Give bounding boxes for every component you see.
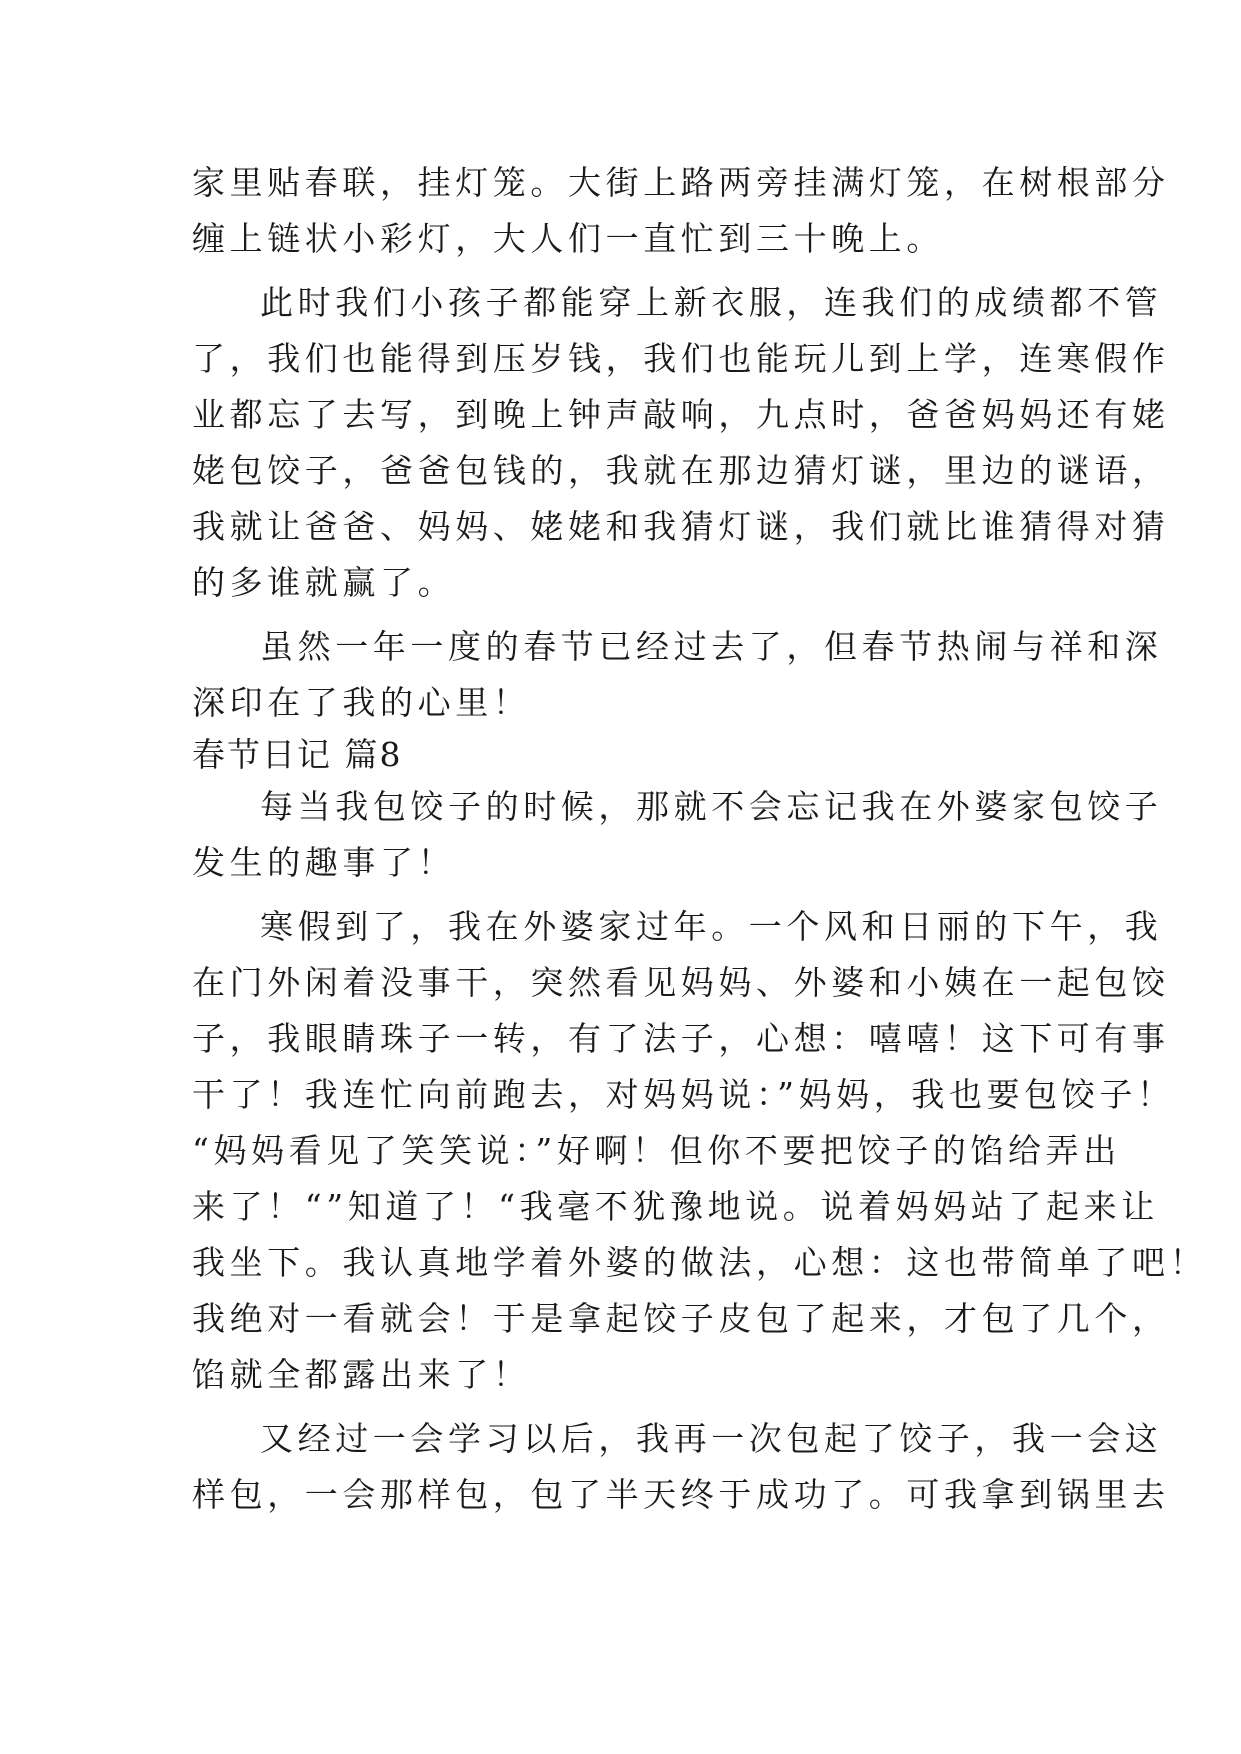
text-line: 姥包饺子，爸爸包钱的，我就在那边猜灯谜，里边的谜语， [192,451,1170,490]
paragraph-start-line: 又经过一会学习以后，我再一次包起了饺子，我一会这 [260,1419,1163,1458]
text-line: 样包，一会那样包，包了半天终于成功了。可我拿到锅里去 [192,1475,1170,1514]
paragraph-start-line: 虽然一年一度的春节已经过去了，但春节热闹与祥和深 [260,627,1163,666]
text-line: 我坐下。我认真地学着外婆的做法，心想：这也带简单了吧！ [192,1243,1208,1282]
text-line: 缠上链状小彩灯，大人们一直忙到三十晚上。 [192,219,944,258]
text-line: 了，我们也能得到压岁钱，我们也能玩儿到上学，连寒假作 [192,339,1170,378]
paragraph-start-line: 此时我们小孩子都能穿上新衣服，连我们的成绩都不管 [260,283,1163,322]
text-line: “妈妈看见了笑笑说：”好啊！但你不要把饺子的馅给弄出 [192,1131,1121,1170]
text-line: 发生的趣事了！ [192,843,456,882]
text-line: 家里贴春联，挂灯笼。大街上路两旁挂满灯笼，在树根部分 [192,163,1170,202]
paragraph-start-line: 每当我包饺子的时候，那就不会忘记我在外婆家包饺子 [260,787,1163,826]
text-line: 我绝对一看就会！于是拿起饺子皮包了起来，才包了几个， [192,1299,1170,1338]
text-line: 在门外闲着没事干，突然看见妈妈、外婆和小姨在一起包饺 [192,963,1170,1002]
text-line: 来了！“”知道了！“我毫不犹豫地说。说着妈妈站了起来让 [192,1187,1159,1226]
text-line: 我就让爸爸、妈妈、姥姥和我猜灯谜，我们就比谁猜得对猜 [192,507,1170,546]
text-line: 的多谁就赢了。 [192,563,456,602]
text-line: 业都忘了去写，到晚上钟声敲响，九点时，爸爸妈妈还有姥 [192,395,1170,434]
text-line: 子，我眼睛珠子一转，有了法子，心想：嘻嘻！这下可有事 [192,1019,1170,1058]
paragraph-start-line: 寒假到了，我在外婆家过年。一个风和日丽的下午，我 [260,907,1163,946]
text-line: 馅就全都露出来了！ [192,1355,531,1394]
document-body [192,155,1208,1523]
section-heading: 春节日记 篇8 [192,735,403,774]
text-line: 干了！我连忙向前跑去，对妈妈说：”妈妈，我也要包饺子！ [192,1075,1175,1114]
text-line: 深印在了我的心里！ [192,683,531,722]
